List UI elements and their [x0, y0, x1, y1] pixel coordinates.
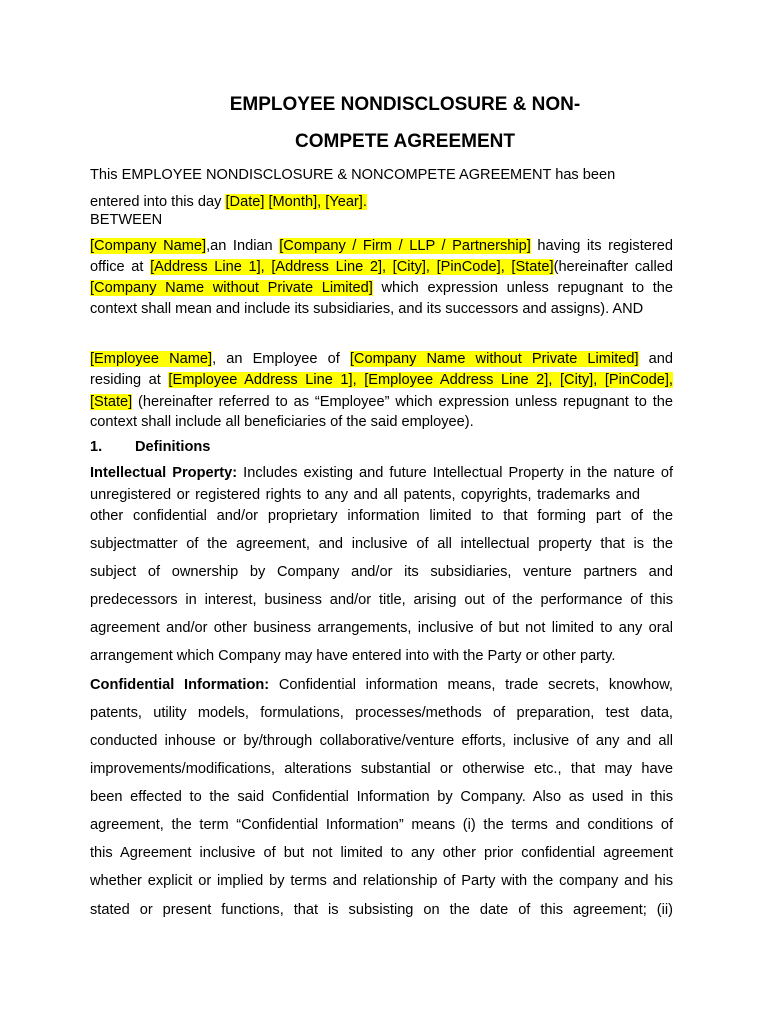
employee-line-4: context shall include all beneficiaries of the said employee).	[90, 414, 474, 430]
intro-line-1: This EMPLOYEE NONDISCLOSURE & NONCOMPETE AGREEMENT has been	[90, 167, 616, 183]
ci-line-3: conducted inhouse or by/through collaborative/venture efforts, inclusive of any and all	[90, 733, 673, 749]
company-line-1: [Company Name],an Indian [Company / Firm / LLP / Partnership] having its registered	[90, 238, 673, 254]
ci-line-9: stated or present functions, that is subsisting on the date of this agreement; (ii)	[90, 902, 673, 918]
company-line-2: office at [Address Line 1], [Address Line 2], [City], [PinCode], [State](hereinafter called	[90, 259, 673, 275]
ip-line-3: other confidential and/or proprietary information limited to that forming part of the	[90, 508, 673, 524]
ip-line-4: subjectmatter of the agreement, and inclusive of all intellectual property that is the	[90, 536, 673, 552]
ip-term: Intellectual Property:	[90, 465, 238, 481]
intro-line-2: entered into this day [Date] [Month], [Year].	[90, 194, 367, 210]
employer-name-field: [Company Name without Private Limited]	[349, 351, 639, 367]
company-line-4: context shall mean and include its subsidiaries, and its successors and assigns). AND	[90, 301, 644, 317]
company-short-name-field: [Company Name without Private Limited]	[90, 280, 373, 296]
ci-line-1: Confidential Information: Confidential information means, trade secrets, knowhow,	[90, 677, 673, 693]
section-heading: Definitions	[135, 439, 211, 455]
title-line-2: COMPETE AGREEMENT	[295, 131, 515, 152]
title-line-1: EMPLOYEE NONDISCLOSURE & NON-	[229, 94, 581, 115]
section-number: 1.	[90, 439, 103, 455]
employee-name-field: [Employee Name]	[90, 351, 213, 367]
ip-line-6: predecessors in interest, business and/or title, arising out of the performance of this	[90, 592, 673, 608]
ci-line-8: whether explicit or implied by terms and relationship of Party with the company and his	[90, 873, 673, 889]
between-label: BETWEEN	[90, 212, 163, 228]
ci-line-4: improvements/modifications, alterations substantial or otherwise etc., that may have	[90, 761, 673, 777]
company-line-3: [Company Name without Private Limited] which expression unless repugnant to the	[90, 280, 674, 296]
employee-line-1: [Employee Name], an Employee of [Company Name without Private Limited] and	[90, 351, 674, 367]
ip-line-1: Intellectual Property: Includes existing and future Intellectual Property in the nature of	[90, 465, 673, 481]
ci-term: Confidential Information:	[90, 677, 270, 693]
ci-line-5: been effected to the said Confidential Information by Company. Also as used in this	[90, 789, 673, 805]
ip-line-7: agreement and/or other business arrangements, inclusive of but not limited to any oral	[90, 620, 673, 636]
employee-line-2: residing at [Employee Address Line 1], [Employee Address Line 2], [City], [PinCode],	[90, 372, 673, 388]
ip-line-8: arrangement which Company may have entered into with the Party or other party.	[90, 648, 616, 664]
date-field: [Date] [Month], [Year].	[225, 194, 367, 210]
ci-line-7: this Agreement inclusive of but not limited to any other prior confidential agreement	[90, 845, 673, 861]
company-name-field: [Company Name]	[90, 238, 207, 254]
employee-state-field: [State]	[90, 394, 133, 410]
ip-line-2: unregistered or registered rights to any and all patents, copyrights, trademarks and	[90, 487, 640, 503]
ci-line-6: agreement, the term “Confidential Information” means (i) the terms and conditions of	[90, 817, 673, 833]
company-address-field: [Address Line 1], [Address Line 2], [City], [PinCode], [State]	[150, 259, 554, 275]
ci-line-2: patents, utility models, formulations, processes/methods of preparation, test data,	[90, 705, 673, 721]
company-type-field: [Company / Firm / LLP / Partnership]	[279, 238, 531, 254]
ip-line-5: subject of ownership by Company and/or its subsidiaries, venture partners and	[90, 564, 673, 580]
employee-address-field: [Employee Address Line 1], [Employee Address Line 2], [City], [PinCode],	[168, 372, 673, 388]
employee-line-3: [State] (hereinafter referred to as “Employee” which expression unless repugnant to the	[90, 394, 673, 410]
